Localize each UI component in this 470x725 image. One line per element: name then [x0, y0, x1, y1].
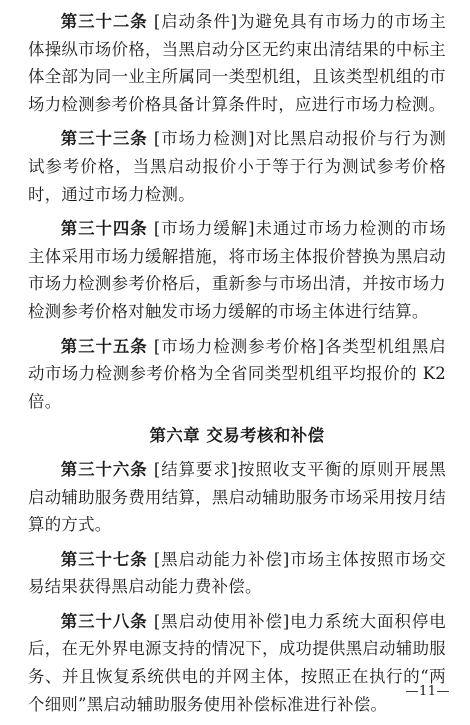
- article-number: 第三十七条: [60, 549, 148, 569]
- article-heading: [启动条件]: [153, 12, 238, 31]
- article-number: 第三十八条: [60, 611, 148, 631]
- article-number: 第三十二条: [60, 12, 148, 31]
- document-page: [28, 8, 446, 725]
- article-heading: [市场力检测]: [153, 129, 255, 149]
- chapter-title: 第六章 交易考核和补偿: [149, 426, 325, 446]
- article-33: [28, 125, 446, 208]
- article-heading: [市场力检测参考价格]: [153, 336, 325, 356]
- article-text: 各类型机组黑启动市场力检测参考价格为全省同类型机组平均报价的 K2 倍。: [28, 336, 446, 411]
- article-text: 电力系统大面积停电后，在无外界电源支持的情况下，成功提供黑启动辅助服务、并且恢复系统供电的并网主体，按照正在执行的“两个细则”黑启动辅助服务使用补偿标准进行补偿。: [28, 611, 446, 714]
- article-number: 第三十四条: [60, 219, 148, 239]
- article-34: [28, 215, 446, 325]
- article-heading: [黑启动使用补偿]: [153, 611, 290, 631]
- article-number: 第三十三条: [60, 129, 148, 149]
- article-number: 第三十六条: [60, 459, 148, 479]
- article-text: 对比黑启动报价与行为测试参考价格，当黑启动报价小于等于行为测试参考价格时，通过市场力检测。: [28, 129, 447, 204]
- article-heading: [结算要求]: [153, 459, 238, 479]
- article-32: [28, 8, 446, 118]
- article-38: [28, 608, 446, 718]
- page-number: —11—: [405, 684, 450, 699]
- article-text: 按照收支平衡的原则开展黑启动辅助服务费用结算，黑启动辅助服务市场采用按月结算的方式。: [28, 459, 447, 535]
- article-text: 市场主体按照市场交易结果获得黑启动能力费补偿。: [28, 549, 446, 597]
- article-text: 未通过市场力检测的市场主体采用市场力缓解措施，将市场主体报价替换为黑启动市场力检测参考价格后，重新参与市场出清，并按市场力检测参考价格对触发市场力缓解的市场主体进行结算。: [28, 219, 447, 321]
- article-number: 第三十五条: [60, 336, 148, 356]
- article-heading: [市场力缓解]: [153, 219, 255, 239]
- article-36: [28, 456, 446, 539]
- article-35: [28, 333, 446, 416]
- article-heading: [黑启动能力补偿]: [153, 549, 290, 569]
- article-37: [28, 546, 446, 601]
- article-text: 为避免具有市场力的市场主体操纵市场价格，当黑启动分区无约束出清结果的中标主体全部为同一业主所属同一类型机组，且该类型机组的市场力检测参考价格具备计算条件时，应进行市场力检测。: [28, 12, 447, 114]
